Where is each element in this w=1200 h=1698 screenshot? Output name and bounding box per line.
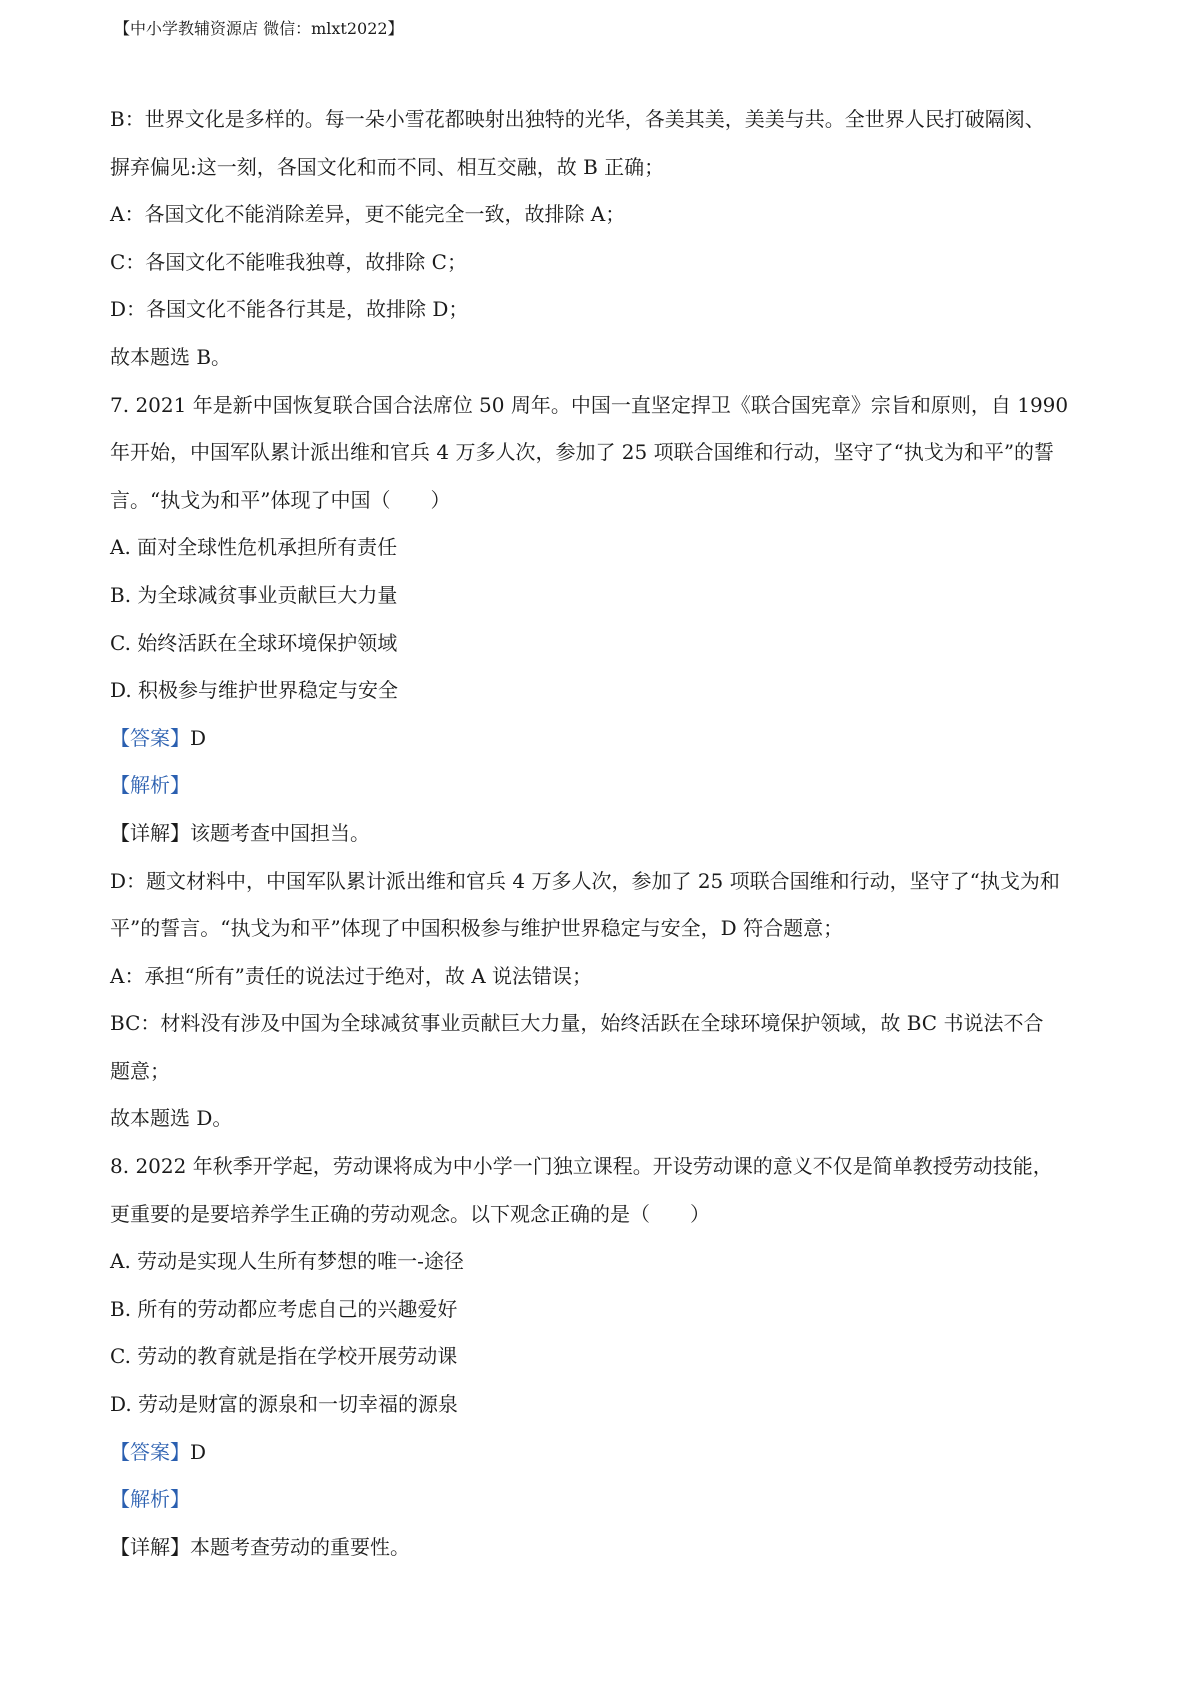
text-line — [110, 1143, 1100, 1191]
text-line — [110, 1333, 1100, 1381]
text-line — [110, 1524, 1100, 1572]
text-line — [110, 1095, 1100, 1143]
text-line — [110, 1238, 1100, 1286]
text-line — [110, 382, 1100, 430]
text-line — [110, 620, 1100, 668]
line-text: A. 面对全球性危机承担所有责任 — [110, 535, 398, 560]
text-line — [110, 1000, 1100, 1048]
text-line — [110, 1286, 1100, 1334]
line-text: D：各国文化不能各行其是，故排除 D； — [110, 297, 469, 322]
line-text: 故本题选 D。 — [110, 1106, 233, 1131]
line-text: A：承担“所有”责任的说法过于绝对，故 A 说法错误； — [110, 963, 593, 988]
section-tag: 【解析】 — [110, 1487, 190, 1512]
line-text: D. 劳动是财富的源泉和一切幸福的源泉 — [110, 1392, 459, 1417]
line-text: 【详解】本题考查劳动的重要性。 — [110, 1534, 410, 1559]
text-line — [110, 477, 1100, 525]
text-line — [110, 191, 1100, 239]
text-line — [110, 858, 1100, 906]
text-line — [110, 810, 1100, 858]
line-text: B. 所有的劳动都应考虑自己的兴趣爱好 — [110, 1296, 458, 1321]
line-text: A：各国文化不能消除差异，更不能完全一致，故排除 A； — [110, 202, 626, 227]
section-label-line — [110, 715, 1100, 763]
line-text: 年开始，中国军队累计派出维和官兵 4 万多人次，参加了 25 项联合国维和行动，坚守了“执戈为和平”的誓 — [110, 440, 1055, 465]
line-text: 7. 2021 年是新中国恢复联合国合法席位 50 周年。中国一直坚定捍卫《联合国宪章》宗旨和原则，自 1990 — [110, 392, 1069, 417]
line-text: 题意； — [110, 1058, 170, 1083]
text-line — [110, 429, 1100, 477]
section-label-line — [110, 762, 1100, 810]
text-line — [110, 239, 1100, 287]
line-text: 【详解】该题考查中国担当。 — [110, 820, 370, 845]
section-value: D — [190, 725, 207, 750]
text-line — [110, 1381, 1100, 1429]
line-text: 言。“执戈为和平”体现了中国（ ） — [110, 487, 451, 512]
section-tag: 【答案】 — [110, 1439, 190, 1464]
section-label-line — [110, 1476, 1100, 1524]
text-line — [110, 905, 1100, 953]
line-text: 平”的誓言。“执戈为和平”体现了中国积极参与维护世界稳定与安全，D 符合题意； — [110, 916, 844, 941]
text-line — [110, 1048, 1100, 1096]
line-text: 摒弃偏见:这一刻，各国文化和而不同、相互交融，故 B 正确； — [110, 154, 665, 179]
section-tag: 【答案】 — [110, 725, 190, 750]
line-text: 8. 2022 年秋季开学起，劳动课将成为中小学一门独立课程。开设劳动课的意义不仅是简单教授劳动技能， — [110, 1154, 1053, 1179]
text-line — [110, 667, 1100, 715]
line-text: D. 积极参与维护世界稳定与安全 — [110, 678, 399, 703]
text-line — [110, 334, 1100, 382]
text-line — [110, 96, 1100, 144]
section-value: D — [190, 1439, 207, 1464]
text-line — [110, 524, 1100, 572]
text-line — [110, 953, 1100, 1001]
line-text: A. 劳动是实现人生所有梦想的唯一-途径 — [110, 1249, 464, 1274]
section-label-line — [110, 1429, 1100, 1477]
text-line — [110, 286, 1100, 334]
section-tag: 【解析】 — [110, 773, 190, 798]
line-text: 更重要的是要培养学生正确的劳动观念。以下观念正确的是（ ） — [110, 1201, 710, 1226]
line-text: C. 劳动的教育就是指在学校开展劳动课 — [110, 1344, 458, 1369]
line-text: B：世界文化是多样的。每一朵小雪花都映射出独特的光华，各美其美，美美与共。全世界人民打破隔阂、 — [110, 107, 1045, 131]
line-text: D：题文材料中，中国军队累计派出维和官兵 4 万多人次，参加了 25 项联合国维和行动，坚守了“执戈为和 — [110, 868, 1060, 893]
page-header: 【中小学教辅资源店 微信：mlxt2022】 — [114, 19, 404, 38]
document-body — [110, 96, 1100, 1571]
text-line — [110, 572, 1100, 620]
line-text: C：各国文化不能唯我独尊，故排除 C； — [110, 249, 467, 274]
line-text: C. 始终活跃在全球环境保护领域 — [110, 630, 398, 655]
line-text: 故本题选 B。 — [110, 344, 232, 369]
line-text: BC：材料没有涉及中国为全球减贫事业贡献巨大力量，始终活跃在全球环境保护领域，故 BC 书说法不合 — [110, 1011, 1044, 1036]
text-line — [110, 144, 1100, 192]
text-line — [110, 1191, 1100, 1239]
line-text: B. 为全球减贫事业贡献巨大力量 — [110, 582, 398, 607]
